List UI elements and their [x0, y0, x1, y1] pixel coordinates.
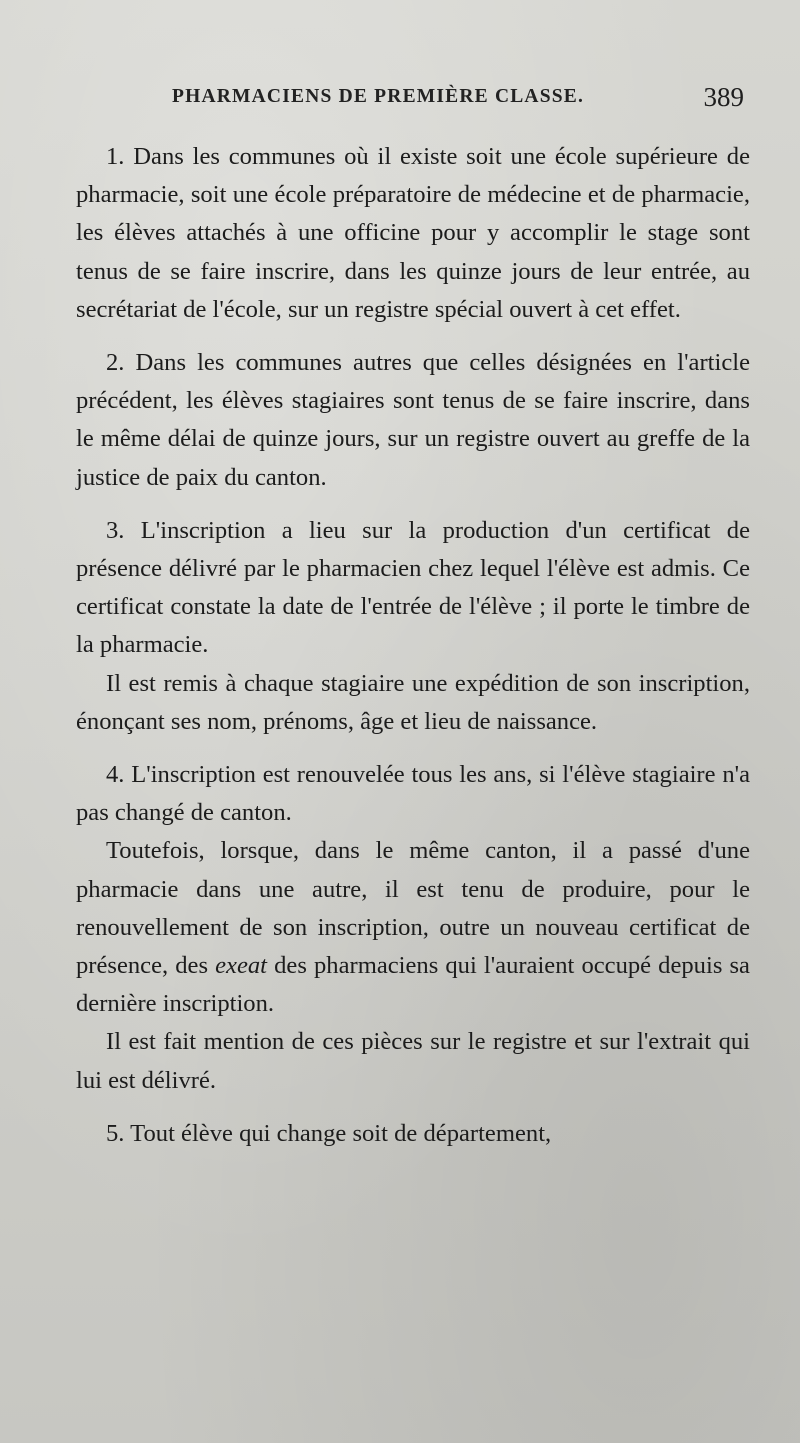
- paragraph-text: Tout élève qui change soit de département,: [130, 1119, 552, 1147]
- article-number: 5.: [106, 1119, 125, 1147]
- italic-term: exeat: [215, 952, 268, 980]
- article-4-second-continuation-paragraph: [76, 1023, 750, 1099]
- article-5-paragraph: [76, 1115, 750, 1153]
- body-text: [76, 138, 750, 1153]
- article-number: 1.: [106, 143, 125, 170]
- article-3-continuation-paragraph: [76, 665, 750, 741]
- page-number: 389: [703, 82, 744, 112]
- article-3-paragraph: [76, 512, 750, 665]
- page-header: [172, 82, 744, 122]
- paragraph-text: Dans les communes autres que celles désignées en l'article précédent, les élèves stagiaires sont tenus de se faire inscrire, dans le même délai de quinze jours, sur un registre ouvert au greffe de la justice de paix du canton.: [76, 349, 750, 491]
- article-2-paragraph: [76, 344, 750, 497]
- paragraph-text: Dans les communes où il existe soit une école supérieure de pharmacie, soit une école préparatoire de médecine et de pharmacie, les élèves attachés à une officine pour y accomplir le stage sont tenus de se faire inscrire, dans les quinze jours de leur entrée, au secrétariat de l'école, sur un registre spécial ouvert à cet effet.: [76, 143, 750, 323]
- running-head: PHARMACIENS DE PREMIÈRE CLASSE.: [172, 86, 585, 107]
- article-1-paragraph: [76, 138, 750, 329]
- article-number: 3.: [106, 516, 125, 544]
- article-4-continuation-paragraph: [76, 832, 750, 1023]
- paragraph-text: Il est remis à chaque stagiaire une expédition de son inscription, énonçant ses nom, prénoms, âge et lieu de naissance.: [76, 669, 750, 735]
- paragraph-text: L'inscription a lieu sur la production d'un certificat de présence délivré par le pharmacien chez lequel l'élève est admis. Ce certificat constate la date de l'entrée de l'élève ; il porte le timbre de la pharmacie.: [76, 516, 751, 659]
- article-number: 4.: [106, 761, 125, 789]
- paragraph-text: Toutefois, lorsque, dans le même canton, il a passé d'une pharmacie dans une autre, il est tenu de produire, pour le renouvellement de son inscription, outre un nouveau certificat de présence, des: [76, 837, 750, 980]
- paragraph-text: Il est fait mention de ces pièces sur le registre et sur l'extrait qui lui est délivré.: [76, 1028, 750, 1094]
- article-number: 2.: [106, 349, 125, 377]
- paragraph-text: L'inscription est renouvelée tous les ans, si l'élève stagiaire n'a pas changé de canton.: [76, 761, 750, 827]
- paragraph-text: des pharmaciens qui l'auraient occupé depuis sa dernière inscription.: [76, 952, 750, 1018]
- article-4-paragraph: [76, 756, 750, 832]
